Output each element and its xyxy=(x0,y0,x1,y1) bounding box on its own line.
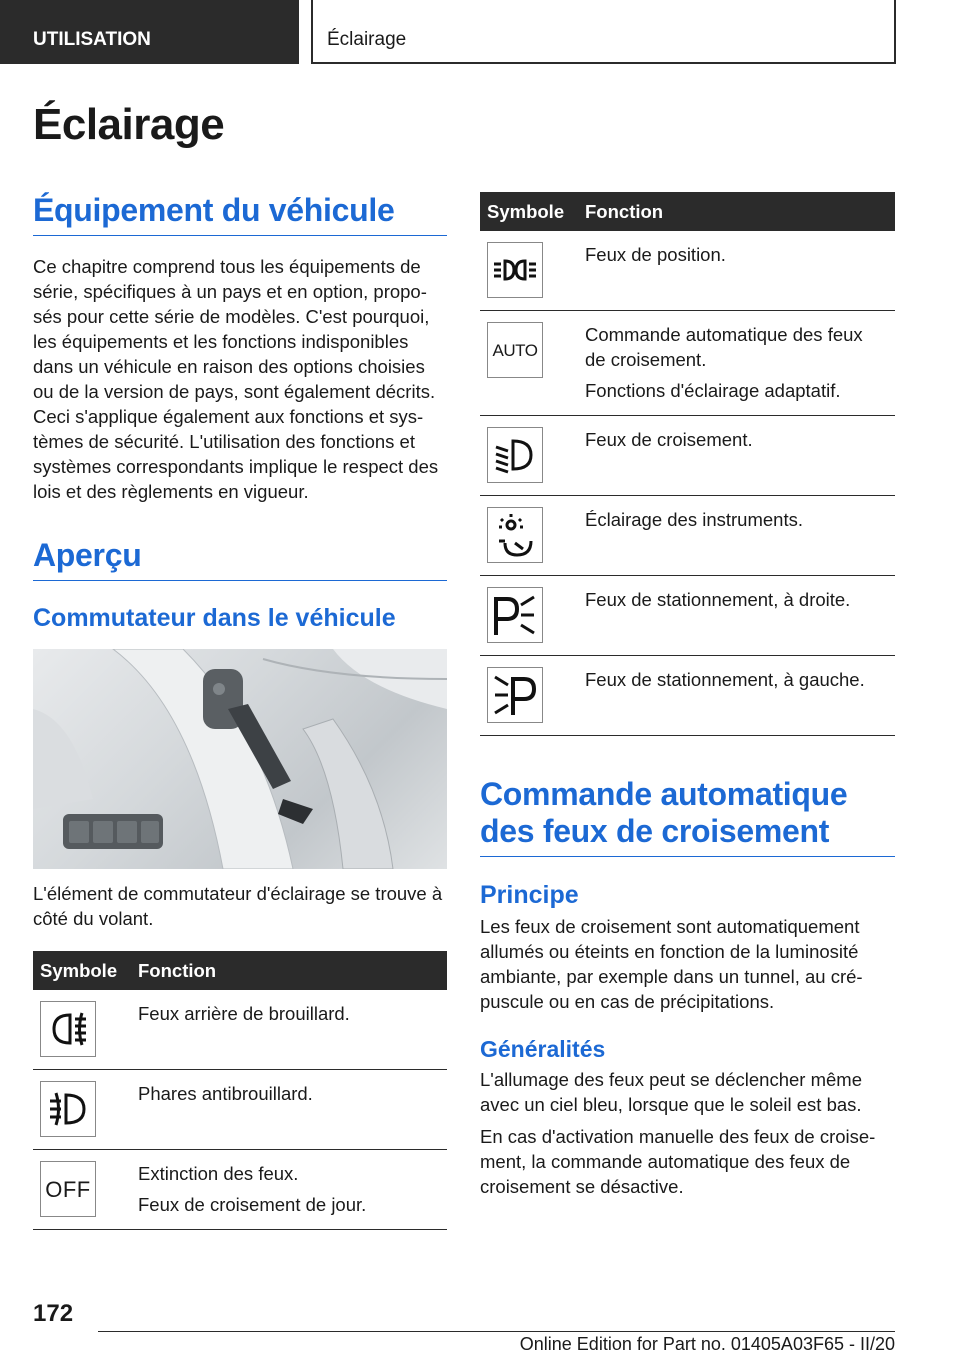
heading-auto-low-beam: Commande automatique des feux de croisement xyxy=(480,776,895,857)
col-header-function: Fonction xyxy=(578,192,895,231)
auto-icon xyxy=(487,322,543,378)
general-paragraph-1: L'allumage des feux peut se déclencher même avec un ciel bleu, lorsque que le soleil est bas. xyxy=(480,1069,862,1115)
table-row xyxy=(480,656,895,736)
instrument-lighting-icon xyxy=(487,507,543,563)
dashboard-illustration xyxy=(33,649,447,869)
function-text: Éclairage des instruments. xyxy=(585,509,803,530)
switch-photo xyxy=(33,649,447,869)
section-tab xyxy=(0,0,299,64)
table-header-row xyxy=(480,192,895,231)
symbol-table-left xyxy=(33,951,447,1230)
heading-equipment: Équipement du véhicule xyxy=(33,192,447,236)
section-label: UTILISATION xyxy=(33,29,151,50)
heading-switch: Commutateur dans le véhicule xyxy=(33,604,396,632)
function-text: Feux de stationnement, à gauche. xyxy=(585,669,865,690)
low-beam-icon xyxy=(487,427,543,483)
function-text: Feux de croisement de jour. xyxy=(138,1194,367,1215)
col-header-symbol: Symbole xyxy=(33,951,131,990)
col-header-symbol: Symbole xyxy=(480,192,578,231)
table-row xyxy=(480,576,895,656)
function-text: Phares antibrouillard. xyxy=(138,1083,313,1104)
table-row xyxy=(33,990,447,1070)
heading-overview: Aperçu xyxy=(33,537,447,581)
page-title: Éclairage xyxy=(33,100,225,149)
table-row xyxy=(480,496,895,576)
left-column xyxy=(33,192,447,1230)
function-text: Extinction des feux. xyxy=(138,1163,299,1184)
edition-info: Online Edition for Part no. 01405A03F65 - II/20 xyxy=(519,1334,895,1354)
parking-light-right-icon xyxy=(487,587,543,643)
off-icon xyxy=(40,1161,96,1217)
function-text: Feux arrière de brouillard. xyxy=(138,1003,350,1024)
auto-icon-text: AUTO xyxy=(492,340,538,360)
function-text: Fonctions d'éclairage adaptatif. xyxy=(585,380,841,401)
function-text: Commande automatique des feux de croisement. xyxy=(585,324,863,370)
right-column xyxy=(480,192,895,1199)
table-row xyxy=(480,311,895,416)
chapter-label: Éclairage xyxy=(327,29,407,50)
table-row xyxy=(33,1070,447,1150)
function-text: Feux de position. xyxy=(585,244,726,265)
chapter-tab xyxy=(311,0,896,64)
general-paragraph-2: En cas d'activation manuelle des feux de croise-ment, la commande automatique des feux de croisement se désactive. xyxy=(480,1126,876,1197)
symbol-table-right xyxy=(480,192,895,736)
rear-fog-light-icon xyxy=(40,1001,96,1057)
heading-principle: Principe xyxy=(480,881,579,909)
switch-paragraph: L'élément de commutateur d'éclairage se trouve à côté du volant. xyxy=(33,883,443,929)
col-header-function: Fonction xyxy=(131,951,447,990)
function-text: Feux de croisement. xyxy=(585,429,753,450)
off-icon-text: OFF xyxy=(45,1176,91,1202)
principle-paragraph: Les feux de croisement sont automatiquement allumés ou éteints en fonction de la luminosité ambiante, par exemple dans un tunnel, au cré-puscule ou en cas de précipitations. xyxy=(480,916,863,1012)
table-row xyxy=(33,1150,447,1230)
table-header-row xyxy=(33,951,447,990)
heading-general: Généralités xyxy=(480,1036,606,1062)
parking-light-left-icon xyxy=(487,667,543,723)
table-row xyxy=(480,231,895,311)
front-fog-light-icon xyxy=(40,1081,96,1137)
equipment-paragraph: Ce chapitre comprend tous les équipements de série, spécifiques à un pays et en option, propo-sés pour cette série de modèles. C'est pourquoi, les équipements et les fonctions indisponibles dans un véhicule en raison des options choisies ou de la version de pays, sont également décrits. Ceci s'applique également aux fonctions et sys-tèmes de sécurité. L'utilisation des fonctions et systèmes correspondants implique le respect des lois et des règlements en vigueur. xyxy=(33,256,439,502)
function-text: Feux de stationnement, à droite. xyxy=(585,589,851,610)
parking-lights-icon xyxy=(487,242,543,298)
page-number: 172 xyxy=(33,1300,74,1327)
table-row xyxy=(480,416,895,496)
